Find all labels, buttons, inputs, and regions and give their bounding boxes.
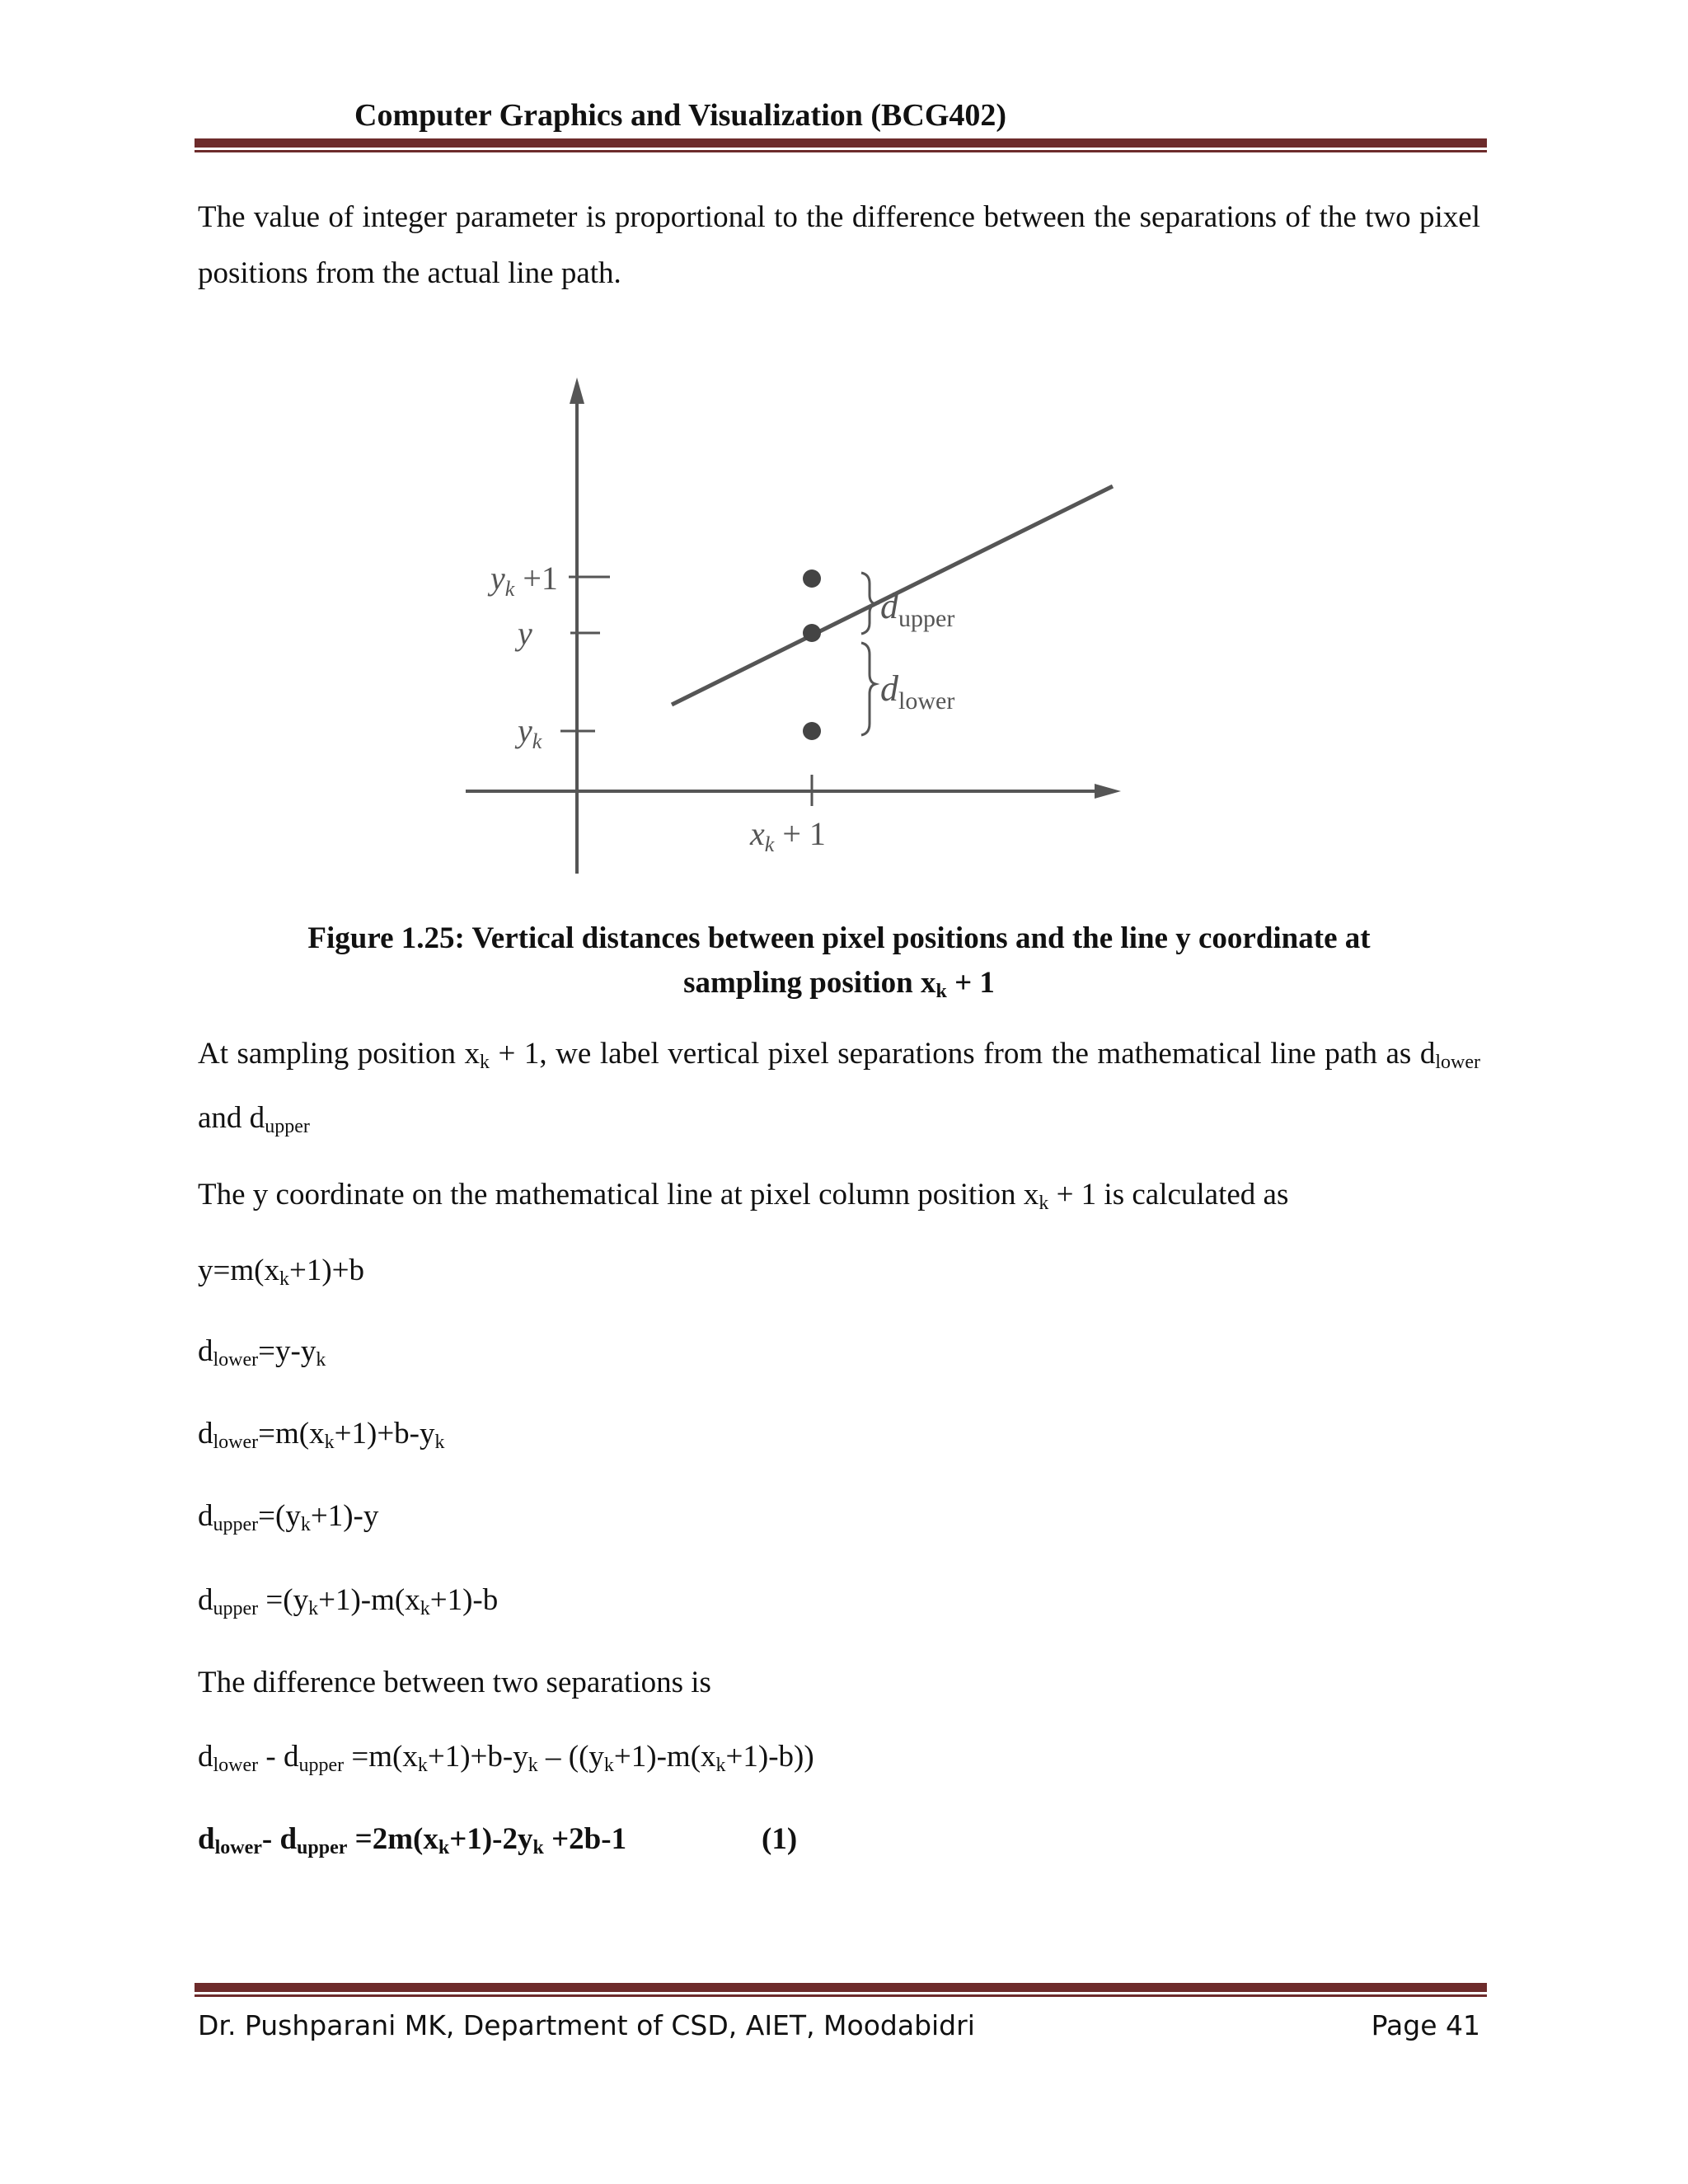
pixel-dot-upper [803,569,821,588]
brace-upper [861,573,875,634]
equation-dupper-1: $d_{upper}=(y_k+1)-y$ [198,1499,379,1535]
equation-difference: $d_{lower} - d_{upper} =m(x_k+1)+b-y_k - ((y_k+1)-m(x_k+1)-b)$) [198,1740,814,1776]
equation-result-1: $d_{lower}-$ $d_{upper} =2m(x_k+1)-2y_k +2b-1$ [198,1822,627,1858]
paragraph-sampling: At sampling position $x_k + 1$, we label vertical pixel separations from the mathematical line path as $d_{lower}$ and $d_{upper}$ [198,1037,1480,1137]
pixel-dot-lower [803,722,821,740]
figure-diagram [445,371,1137,882]
equation-dlower-1: $d_{lower}=y-y_k$ [198,1334,326,1371]
page-header-title: Computer Graphics and Visualization (BCG402) [354,98,1007,133]
equation-number: (1) [762,1822,798,1856]
x-axis-arrow [1095,784,1121,799]
label-y: y [518,615,532,652]
y-axis-arrow [570,377,584,404]
equation-dlower-2: $d_{lower}=m(x_k+1)+b-y_k$ [198,1417,445,1453]
figure-caption [198,916,1480,1014]
paragraph-difference: The difference between two separations is [198,1666,711,1699]
equation-y: $y=m(x_k+1)+b$ [198,1254,365,1290]
header-rule-thin [195,150,1487,152]
label-yk-plus1: $y_k +1$ [490,560,558,601]
header-rule-thick [195,138,1487,148]
footer-page-number: Page 41 [1371,2009,1480,2041]
brace-lower [861,643,875,735]
caption-line-2: sampling position $x_k + 1$ [683,966,995,1002]
pixel-dot-line [803,624,821,642]
footer-author: Dr. Pushparani MK, Department of CSD, AIET, Moodabidri [198,2009,975,2041]
intro-paragraph: The value of integer parameter is proportional to the difference between the separations of the two pixel positions from the actual line path. [198,200,1480,290]
label-d-lower: $d_{lower}$ [880,668,955,715]
caption-line-1: Figure 1.25: Vertical distances between pixel positions and the line y coordinate at [307,921,1371,955]
footer-rule-thin [195,1994,1487,1997]
paragraph-y-coordinate: The y coordinate on the mathematical line at pixel column position $x_k + 1$ is calculated as [198,1178,1289,1214]
equation-dupper-2: $d_{upper} =(y_k+1)-m(x_k+1)-b$ [198,1583,499,1619]
label-d-upper: $d_{upper}$ [880,586,955,632]
label-yk: $y_k$ [518,712,542,753]
footer-rule-thick [195,1983,1487,1992]
label-xk-plus1: $x_k + 1$ [750,815,826,856]
